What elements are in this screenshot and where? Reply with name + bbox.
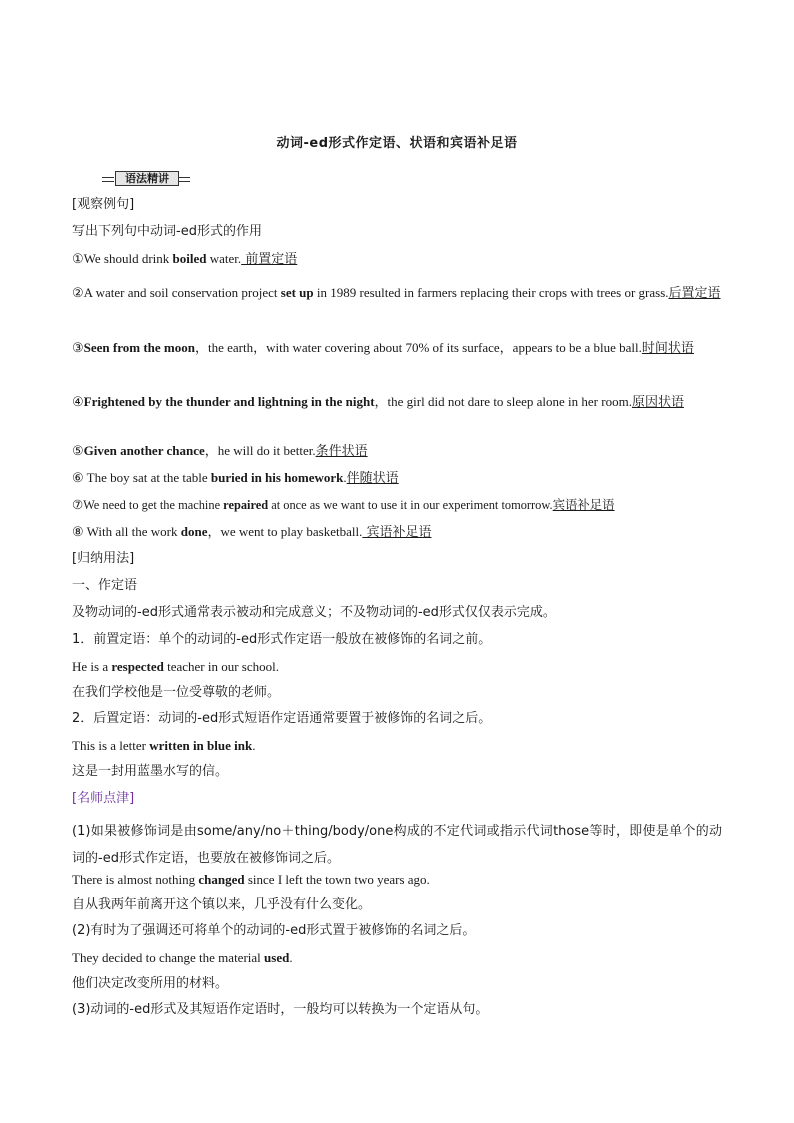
example-number: ② (72, 285, 84, 300)
highlighted-verb: respected (111, 659, 164, 674)
example-number: ⑧ (72, 524, 84, 539)
highlighted-verb: boiled (172, 251, 207, 266)
example-1: ①We should drink boiled water. 前置定语 (72, 251, 298, 267)
example-number: ① (72, 251, 84, 266)
highlighted-verb: used (264, 950, 290, 965)
answer: 原因状语 (631, 395, 684, 410)
example-number: ⑦ (72, 498, 84, 512)
item2-translation: 这是一封用蓝墨水写的信。 (72, 764, 229, 779)
tip1-example: There is almost nothing changed since I left the town two years ago. (72, 872, 430, 887)
answer: 宾语补足语 (362, 525, 432, 540)
example-5: ⑤Given another chance，he will do it better.条件状语 (72, 443, 368, 459)
answer: 伴随状语 (346, 471, 399, 486)
highlighted-verb: buried in his homework (210, 470, 344, 485)
example-3: ③Seen from the moon，the earth，with water covering about 70% of its surface，appears to be a blue ball.时间状语 (72, 340, 694, 356)
tip2-translation: 他们决定改变所用的材料。 (72, 976, 229, 991)
item1-example: He is a respected teacher in our school. (72, 659, 279, 674)
example-8: ⑧ With all the work done，we went to play basketball. 宾语补足语 (72, 524, 432, 540)
page-title: 动词-ed形式作定语、状语和宾语补足语 (276, 136, 518, 151)
example-4: ④Frightened by the thunder and lightning in the night，the girl did not dare to sleep alone in her room.原因状语 (72, 394, 684, 410)
example-2: ②A water and soil conservation project set up in 1989 resulted in farmers replacing their crops with trees or grass.后置定语 (72, 285, 721, 301)
tip1: (1)如果被修饰词是由some/any/no＋thing/body/one构成的不定代词或指示代词those等时，即使是单个的动词的-ed形式作定语，也要放在被修饰词之后。 (72, 824, 722, 866)
item1-rule: 1．前置定语：单个的动词的-ed形式作定语一般放在被修饰的名词之前。 (72, 632, 492, 647)
example-number: ⑤ (72, 443, 84, 458)
item2-example: This is a letter written in blue ink. (72, 738, 256, 753)
tips-heading: [名师点津] (72, 791, 135, 806)
section-tag-label: 语法精讲 (115, 171, 179, 186)
tip2: (2)有时为了强调还可将单个的动词的-ed形式置于被修饰的名词之后。 (72, 923, 476, 938)
answer: 条件状语 (315, 444, 368, 459)
tip2-example: They decided to change the material used. (72, 950, 293, 965)
answer: 前置定语 (241, 252, 298, 267)
tag-bar-right (178, 177, 190, 182)
item2-rule: 2．后置定语：动词的-ed形式短语作定语通常要置于被修饰的名词之后。 (72, 711, 492, 726)
answer: 后置定语 (668, 286, 721, 301)
tip3: (3)动词的-ed形式及其短语作定语时，一般均可以转换为一个定语从句。 (72, 1002, 489, 1017)
tip1-translation: 自从我两年前离开这个镇以来，几乎没有什么变化。 (72, 897, 372, 912)
summary-heading: [归纳用法] (72, 551, 135, 566)
highlighted-verb: set up (280, 285, 314, 300)
highlighted-verb: written in blue ink (149, 738, 253, 753)
highlighted-verb: changed (198, 872, 245, 887)
answer: 时间状语 (641, 341, 694, 356)
part1-heading: 一、作定语 (72, 578, 138, 593)
highlighted-verb: Seen from the moon (83, 340, 195, 355)
answer: 宾语补足语 (552, 497, 615, 512)
tag-bar-left (102, 177, 114, 182)
example-number: ③ (72, 340, 84, 355)
item1-translation: 在我们学校他是一位受尊敬的老师。 (72, 685, 281, 700)
example-number: ④ (72, 394, 84, 409)
observe-heading: [观察例句] (72, 197, 135, 212)
part1-intro: 及物动词的-ed形式通常表示被动和完成意义；不及物动词的-ed形式仅仅表示完成。 (72, 605, 556, 620)
highlighted-verb: Frightened by the thunder and lightning in the night (83, 394, 375, 409)
example-7: ⑦We need to get the machine repaired at once as we want to use it in our experiment tomorrow.宾语补足语 (72, 497, 615, 512)
example-6: ⑥ The boy sat at the table buried in his homework.伴随状语 (72, 470, 399, 486)
highlighted-verb: Given another chance (83, 443, 205, 458)
highlighted-verb: done (180, 524, 208, 539)
instruction: 写出下列句中动词-ed形式的作用 (72, 224, 262, 239)
example-number: ⑥ (72, 470, 84, 485)
highlighted-verb: repaired (223, 498, 269, 512)
section-tag (102, 171, 190, 185)
